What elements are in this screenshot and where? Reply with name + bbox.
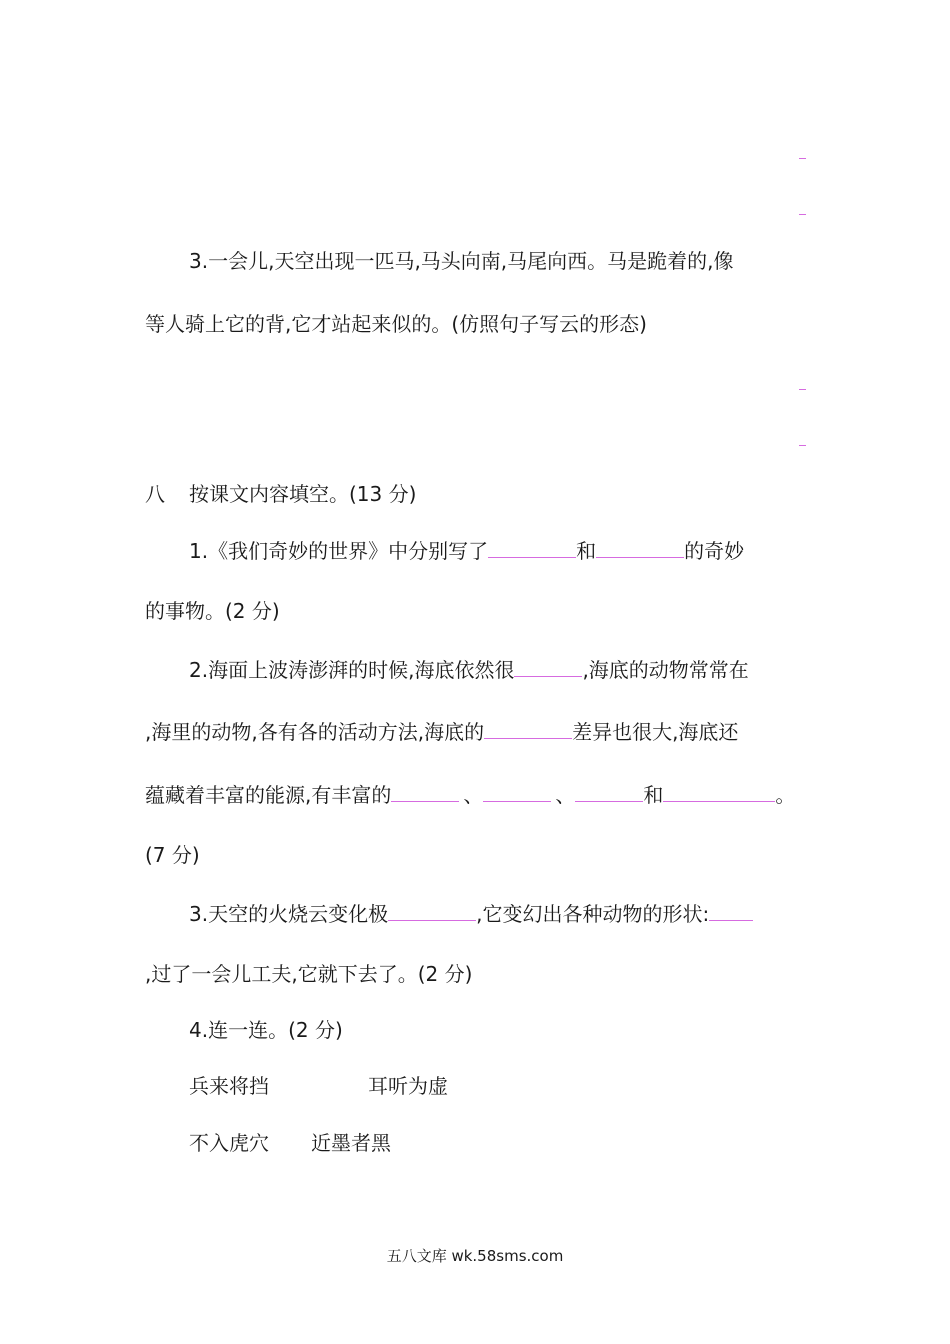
item1-line2: 的事物。(2 分): [145, 599, 280, 623]
item2-text-5: 蕴藏着丰富的能源,有丰富的: [145, 783, 392, 807]
fill-blank[interactable]: [391, 779, 459, 802]
item2-sep-1: 、: [463, 783, 484, 807]
item3-text-2: ,它变幻出各种动物的形状:: [476, 902, 710, 926]
item3-text-1: 3.天空的火烧云变化极: [189, 902, 389, 926]
section-8-number: 八: [145, 482, 165, 506]
item2-score: (7 分): [145, 843, 200, 867]
item2-text-1: 2.海面上波涛澎湃的时候,海底依然很: [189, 658, 515, 682]
idiom-right-1[interactable]: 耳听为虚: [368, 1074, 448, 1098]
item2-text-2: ,海底的动物常常在: [582, 658, 749, 682]
idiom-left-2[interactable]: 不入虎穴: [189, 1131, 269, 1155]
answer-line-mark: [799, 389, 806, 390]
fill-blank[interactable]: [709, 898, 753, 921]
item3-line2: ,过了一会儿工夫,它就下去了。(2 分): [145, 962, 473, 986]
item4-title: 4.连一连。(2 分): [189, 1018, 343, 1042]
answer-line-mark: [799, 445, 806, 446]
item2-sep-2: 、: [555, 783, 576, 807]
answer-line-mark: [799, 214, 806, 215]
idiom-left-1[interactable]: 兵来将挡: [189, 1074, 269, 1098]
section-8-title: 按课文内容填空。(13 分): [189, 482, 417, 506]
fill-blank[interactable]: [596, 535, 684, 558]
item1-text-end: 的奇妙: [684, 539, 745, 563]
item2-text-4: 差异也很大,海底还: [572, 720, 739, 744]
fill-blank[interactable]: [575, 779, 643, 802]
item2-text-3: ,海里的动物,各有各的活动方法,海底的: [145, 720, 485, 744]
item2-line2: [145, 716, 738, 746]
page-footer: 五八文库 wk.58sms.com: [386, 1247, 564, 1265]
item1-text-start: 1.《我们奇妙的世界》中分别写了: [189, 539, 489, 563]
fill-blank[interactable]: [514, 654, 582, 677]
item2-and: 和: [643, 783, 664, 807]
fill-blank[interactable]: [484, 716, 572, 739]
fill-blank[interactable]: [663, 779, 775, 802]
item1-and: 和: [576, 539, 597, 563]
fill-blank[interactable]: [483, 779, 551, 802]
item1-line1: [189, 535, 744, 565]
item3-line1: [189, 898, 753, 928]
item2-end: 。: [775, 783, 796, 807]
q7-item3-line1: 3.一会儿,天空出现一匹马,马头向南,马尾向西。马是跪着的,像: [189, 249, 734, 273]
item2-line1: [189, 654, 749, 684]
idiom-right-2[interactable]: 近墨者黑: [311, 1131, 391, 1155]
answer-line-mark: [799, 158, 806, 159]
item2-line3: [145, 779, 795, 809]
fill-blank[interactable]: [388, 898, 476, 921]
q7-item3-line2: 等人骑上它的背,它才站起来似的。(仿照句子写云的形态): [145, 312, 647, 336]
fill-blank[interactable]: [488, 535, 576, 558]
